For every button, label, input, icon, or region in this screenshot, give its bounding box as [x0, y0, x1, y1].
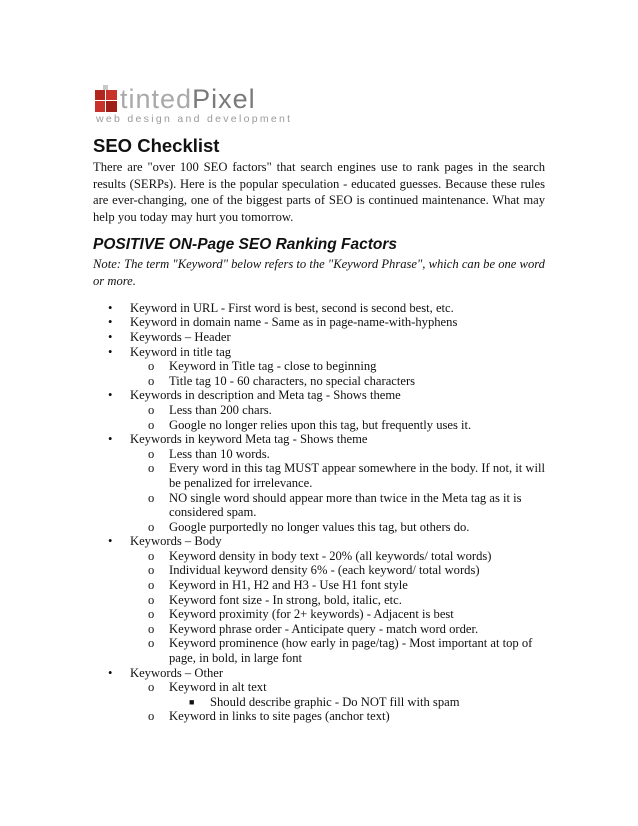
- checklist-item-text: Keyword prominence (how early in page/tag) - Most important at top of page, in bold, in large font: [169, 636, 533, 666]
- checklist-item-text: Keyword proximity (for 2+ keywords) - Adjacent is best: [169, 607, 454, 622]
- bullet-icon: o: [148, 446, 155, 461]
- bullet-icon: o: [148, 621, 155, 636]
- checklist-item-text: Keywords – Other: [130, 665, 224, 680]
- checklist-item: [93, 388, 545, 432]
- page-title: SEO Checklist: [93, 135, 220, 156]
- logo-word-pixel: Pixel: [192, 84, 256, 114]
- checklist-item-text: Keywords – Body: [130, 534, 222, 549]
- checklist-item: [130, 607, 545, 622]
- checklist-item-text: Less than 200 chars.: [169, 402, 272, 417]
- bullet-icon: o: [148, 490, 155, 505]
- checklist-item: [130, 563, 545, 578]
- bullet-icon: •: [108, 329, 113, 344]
- checklist-sublist: [130, 549, 545, 666]
- checklist-item: [130, 578, 545, 593]
- checklist-sublist: [130, 359, 545, 388]
- checklist-item: [130, 447, 545, 462]
- bullet-icon: •: [108, 388, 113, 403]
- checklist-item: [130, 461, 545, 490]
- checklist-item-text: Keyword in Title tag - close to beginning: [169, 359, 377, 374]
- checklist-item-text: Title tag 10 - 60 characters, no special characters: [169, 373, 416, 388]
- bullet-icon: o: [148, 592, 155, 607]
- checklist-item-text: Individual keyword density 6% - (each keyword/ total words): [169, 563, 480, 578]
- checklist-sublist: [130, 680, 545, 724]
- bullet-icon: ■: [189, 696, 195, 707]
- checklist-item-text: Keywords – Header: [130, 329, 231, 344]
- checklist-item: [130, 403, 545, 418]
- logo-wordmark: [120, 84, 256, 114]
- checklist-item-text: Keyword in title tag: [130, 344, 232, 359]
- checklist-item: [93, 330, 545, 345]
- bullet-icon: o: [148, 373, 155, 388]
- checklist-item: [130, 680, 545, 709]
- bullet-icon: •: [108, 432, 113, 447]
- checklist-item-text: Keyword font size - In strong, bold, italic, etc.: [169, 592, 402, 607]
- checklist-item: [130, 622, 545, 637]
- bullet-icon: o: [148, 680, 155, 695]
- bullet-icon: o: [148, 461, 155, 476]
- bullet-icon: o: [148, 636, 155, 651]
- bullet-icon: •: [108, 665, 113, 680]
- checklist-item: [130, 491, 545, 520]
- bullet-icon: •: [108, 344, 113, 359]
- intro-paragraph: There are "over 100 SEO factors" that search engines use to rank pages in the search results (SERPs). Here is the popular speculation - educated guesses. Because these rules are ever-changing, one of the biggest parts of SEO is continued maintenance. What may help you today may hurt you tomorrow.: [93, 160, 545, 224]
- checklist-sublist: [169, 695, 545, 710]
- bullet-icon: o: [148, 709, 155, 724]
- checklist-item-text: Keyword in domain name - Same as in page-name-with-hyphens: [130, 315, 458, 330]
- seo-checklist: [93, 301, 545, 724]
- checklist-item-text: Keyword density in body text - 20% (all keywords/ total words): [169, 548, 492, 563]
- tintedpixel-logo: [95, 84, 295, 127]
- checklist-item: [93, 301, 545, 316]
- logo-tagline: web design and development: [96, 113, 293, 125]
- checklist-item-text: Less than 10 words.: [169, 446, 270, 461]
- logo-squares-icon: [95, 90, 117, 112]
- checklist-item: [93, 534, 545, 665]
- bullet-icon: •: [108, 315, 113, 330]
- bullet-icon: o: [148, 563, 155, 578]
- bullet-icon: o: [148, 359, 155, 374]
- section-heading: POSITIVE ON-Page SEO Ranking Factors: [93, 236, 398, 254]
- keyword-note: Note: The term "Keyword" below refers to the "Keyword Phrase", which can be one word or more.: [93, 257, 545, 288]
- checklist-item-text: Keyword in alt text: [169, 680, 267, 695]
- bullet-icon: o: [148, 548, 155, 563]
- checklist-item: [130, 418, 545, 433]
- bullet-icon: o: [148, 519, 155, 534]
- logo-word-tinted: tinted: [120, 84, 193, 114]
- bullet-icon: o: [148, 578, 155, 593]
- checklist-item: [130, 359, 545, 374]
- checklist-item: [130, 593, 545, 608]
- checklist-item-text: Keywords in keyword Meta tag - Shows theme: [130, 432, 368, 447]
- checklist-item: [130, 549, 545, 564]
- checklist-sublist: [130, 447, 545, 535]
- checklist-item-text: Keyword phrase order - Anticipate query - match word order.: [169, 621, 479, 636]
- checklist-item: [93, 345, 545, 389]
- checklist-item-text: Keyword in URL - First word is best, second is second best, etc.: [130, 300, 454, 315]
- checklist-item-text: Keyword in links to site pages (anchor text): [169, 709, 390, 724]
- bullet-icon: o: [148, 417, 155, 432]
- bullet-icon: •: [108, 534, 113, 549]
- checklist-item: [93, 432, 545, 534]
- checklist-item-text: Should describe graphic - Do NOT fill with spam: [210, 694, 460, 709]
- checklist-item-text: Every word in this tag MUST appear somewhere in the body. If not, it will be penalized for irrelevance.: [169, 461, 545, 490]
- bullet-icon: o: [148, 607, 155, 622]
- bullet-icon: o: [148, 402, 155, 417]
- checklist-item: [93, 666, 545, 724]
- checklist-item-text: Keyword in H1, H2 and H3 - Use H1 font style: [169, 578, 408, 593]
- checklist-item-text: Keywords in description and Meta tag - Shows theme: [130, 388, 401, 403]
- checklist-item: [130, 709, 545, 724]
- checklist-item: [169, 695, 545, 710]
- checklist-item-text: Google purportedly no longer values this tag, but others do.: [169, 519, 470, 534]
- checklist-item: [130, 520, 545, 535]
- checklist-item: [130, 636, 545, 665]
- checklist-item: [93, 315, 545, 330]
- checklist-item-text: Google no longer relies upon this tag, but frequently uses it.: [169, 417, 472, 432]
- checklist-item: [130, 374, 545, 389]
- document-body: [93, 134, 545, 724]
- checklist-sublist: [130, 403, 545, 432]
- checklist-item-text: NO single word should appear more than twice in the Meta tag as it is considered spam.: [169, 490, 522, 520]
- bullet-icon: •: [108, 300, 113, 315]
